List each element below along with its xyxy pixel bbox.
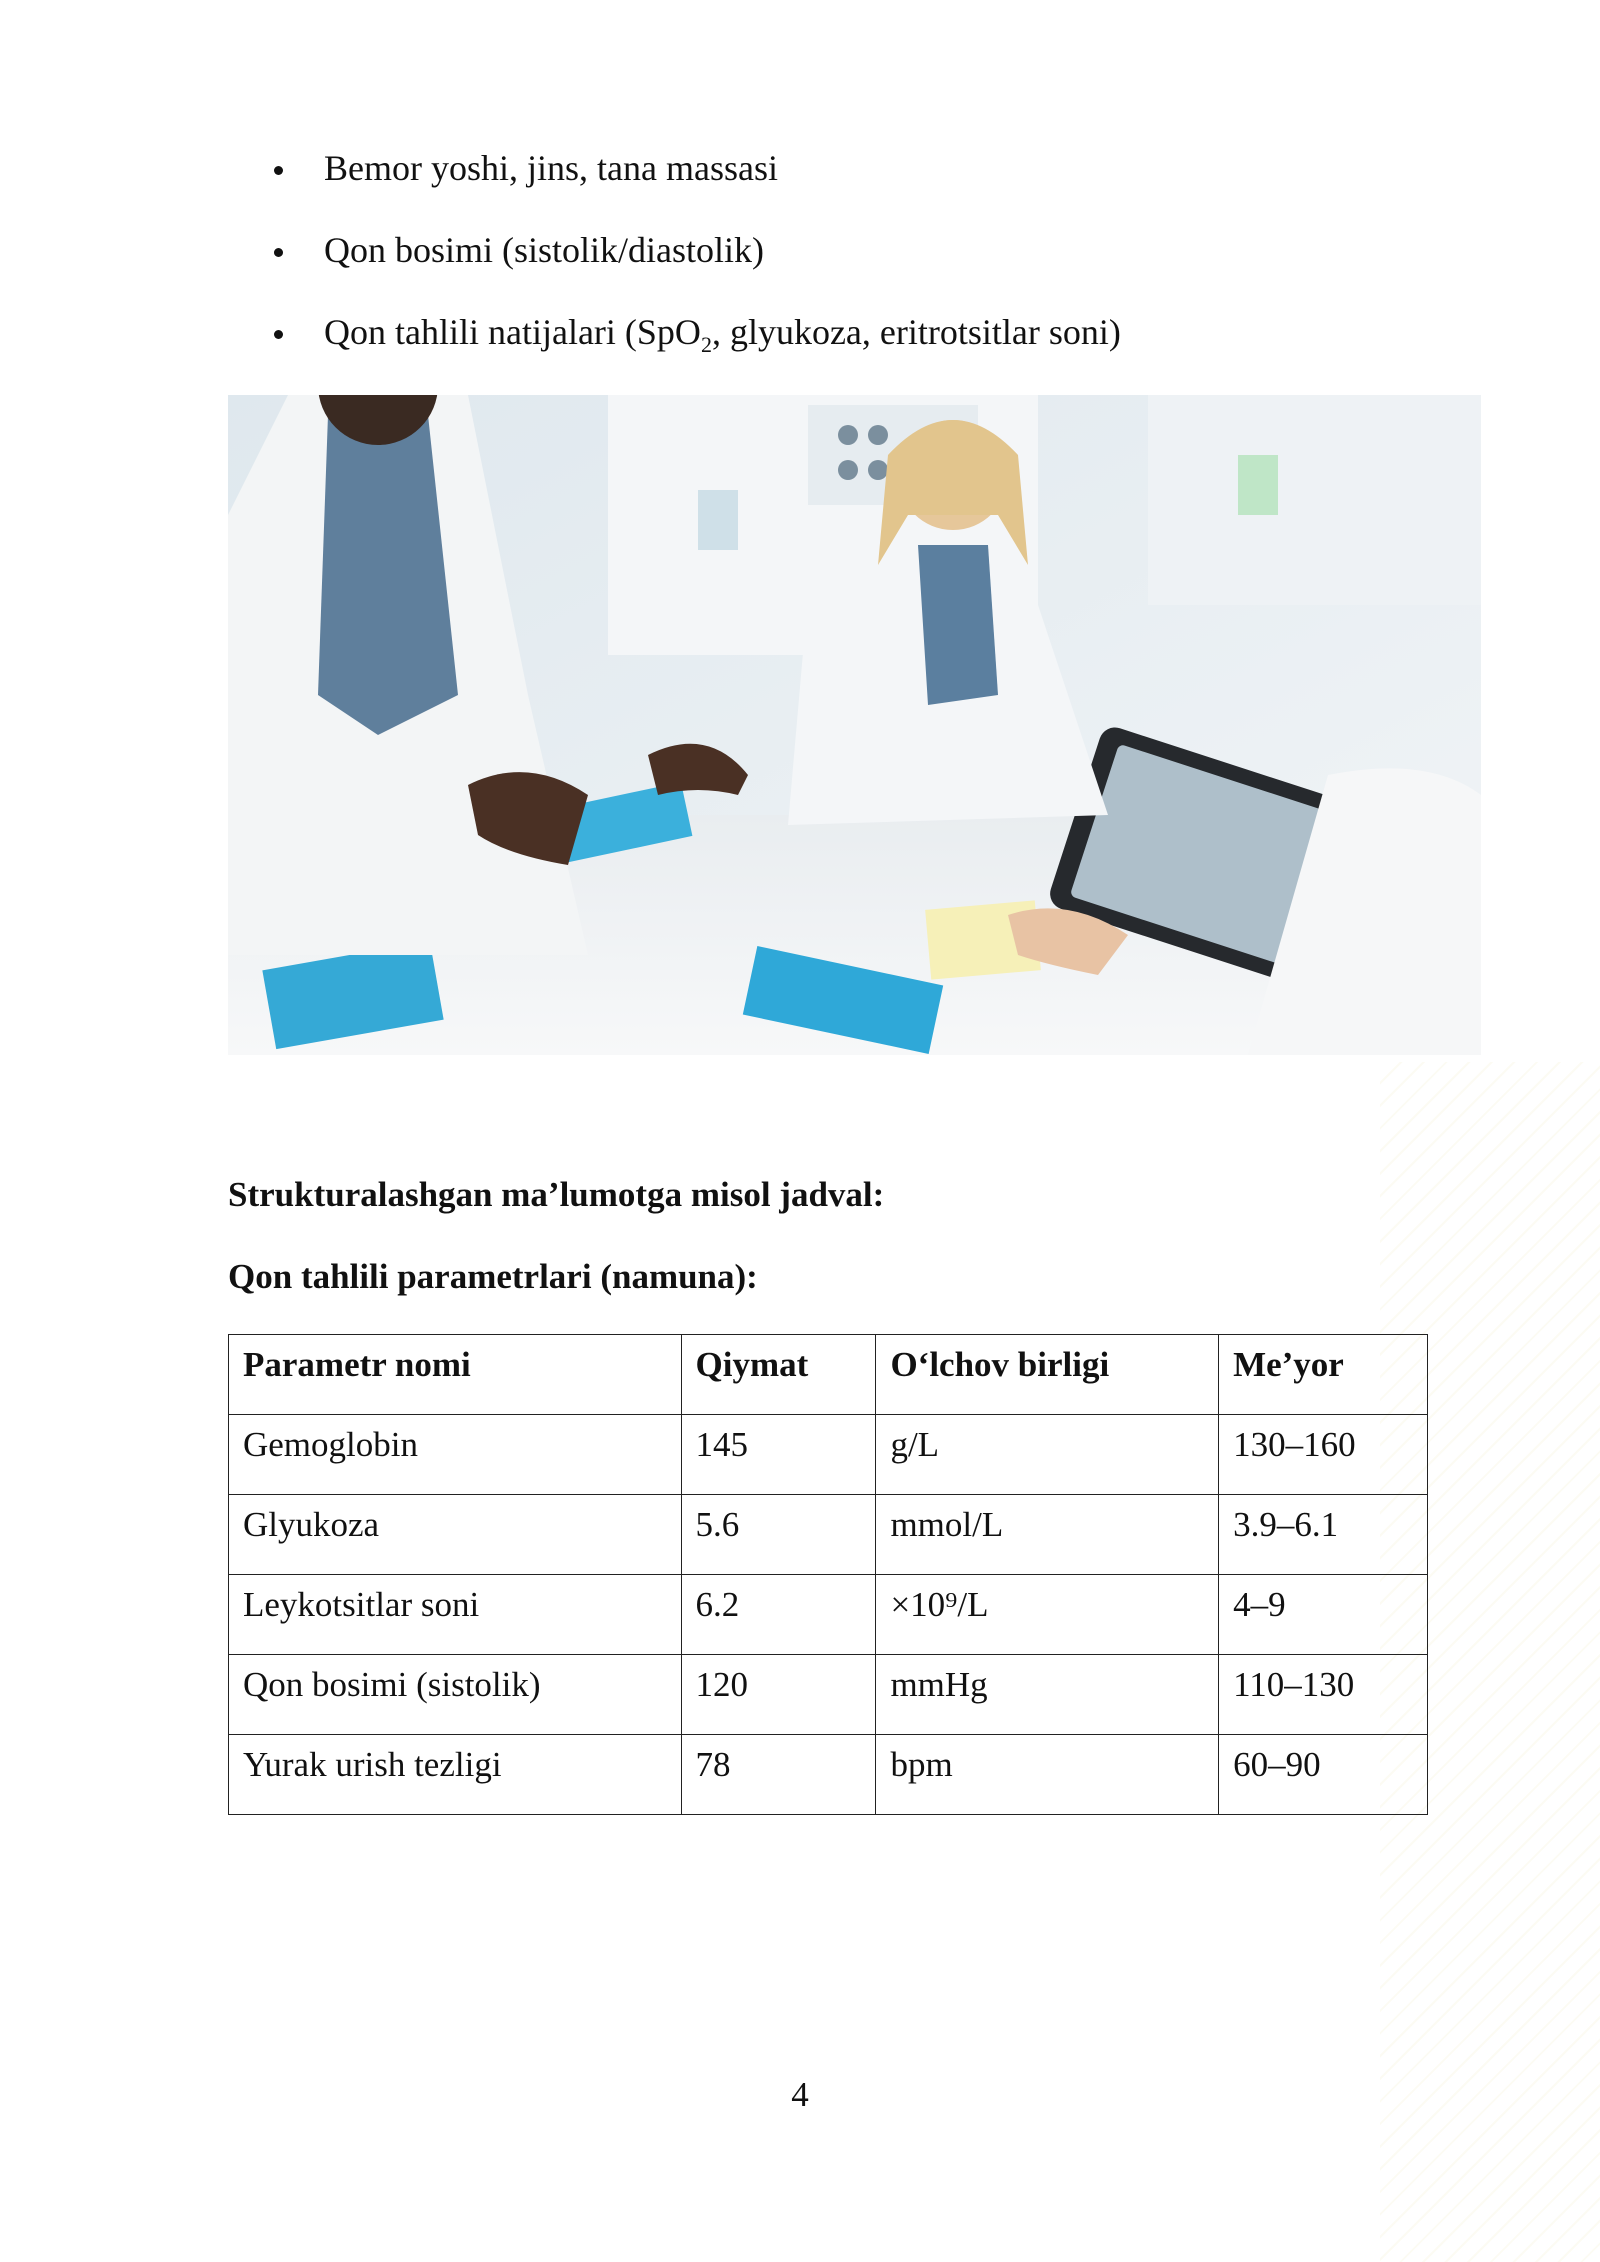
table-cell: Gemoglobin: [229, 1415, 682, 1495]
bullet-icon: [274, 330, 283, 339]
subscript: 2: [700, 332, 712, 357]
table-row: [229, 1495, 1428, 1575]
bullet-list: [270, 148, 1121, 394]
table-cell: 60–90: [1219, 1735, 1428, 1815]
bullet-item: [270, 148, 1121, 188]
table-cell: g/L: [876, 1415, 1219, 1495]
column-header: Me’yor: [1219, 1335, 1428, 1415]
bullet-item: [270, 312, 1121, 357]
table-cell: mmHg: [876, 1655, 1219, 1735]
blood-test-table: [228, 1334, 1428, 1815]
bullet-icon: [274, 248, 283, 257]
bullet-item: [270, 230, 1121, 270]
column-header: Parametr nomi: [229, 1335, 682, 1415]
doctors-meeting-photo: [228, 395, 1481, 1055]
table-row: [229, 1415, 1428, 1495]
bullet-text: Qon bosimi (sistolik/diastolik): [324, 230, 765, 270]
table-cell: 130–160: [1219, 1415, 1428, 1495]
table-cell: 6.2: [681, 1575, 876, 1655]
table-cell: Qon bosimi (sistolik): [229, 1655, 682, 1735]
table-cell: Leykotsitlar soni: [229, 1575, 682, 1655]
photo-illustration: [228, 395, 1481, 1055]
table-cell: 3.9–6.1: [1219, 1495, 1428, 1575]
table-cell: ×10⁹/L: [876, 1575, 1219, 1655]
table-cell: 110–130: [1219, 1655, 1428, 1735]
table-cell: 145: [681, 1415, 876, 1495]
table-cell: Yurak urish tezligi: [229, 1735, 682, 1815]
column-header: Qiymat: [681, 1335, 876, 1415]
table-row: [229, 1735, 1428, 1815]
bullet-text-start: Qon tahlili natijalari (SpO: [324, 312, 701, 352]
column-header: O‘lchov birligi: [876, 1335, 1219, 1415]
table-caption: Qon tahlili parametrlari (namuna):: [228, 1257, 758, 1296]
table-row: [229, 1575, 1428, 1655]
table-cell: 78: [681, 1735, 876, 1815]
table-cell: Glyukoza: [229, 1495, 682, 1575]
table-cell: 4–9: [1219, 1575, 1428, 1655]
bullet-icon: [274, 166, 283, 175]
table-cell: bpm: [876, 1735, 1219, 1815]
table-cell: 5.6: [681, 1495, 876, 1575]
table-cell: mmol/L: [876, 1495, 1219, 1575]
bullet-text: Bemor yoshi, jins, tana massasi: [324, 148, 778, 188]
page-number: 4: [791, 2075, 809, 2114]
table-cell: 120: [681, 1655, 876, 1735]
section-heading: Strukturalashgan ma’lumotga misol jadval:: [228, 1175, 885, 1214]
table-header-row: [229, 1335, 1428, 1415]
bullet-text-end: , glyukoza, eritrotsitlar soni): [711, 312, 1121, 352]
table-row: [229, 1655, 1428, 1735]
